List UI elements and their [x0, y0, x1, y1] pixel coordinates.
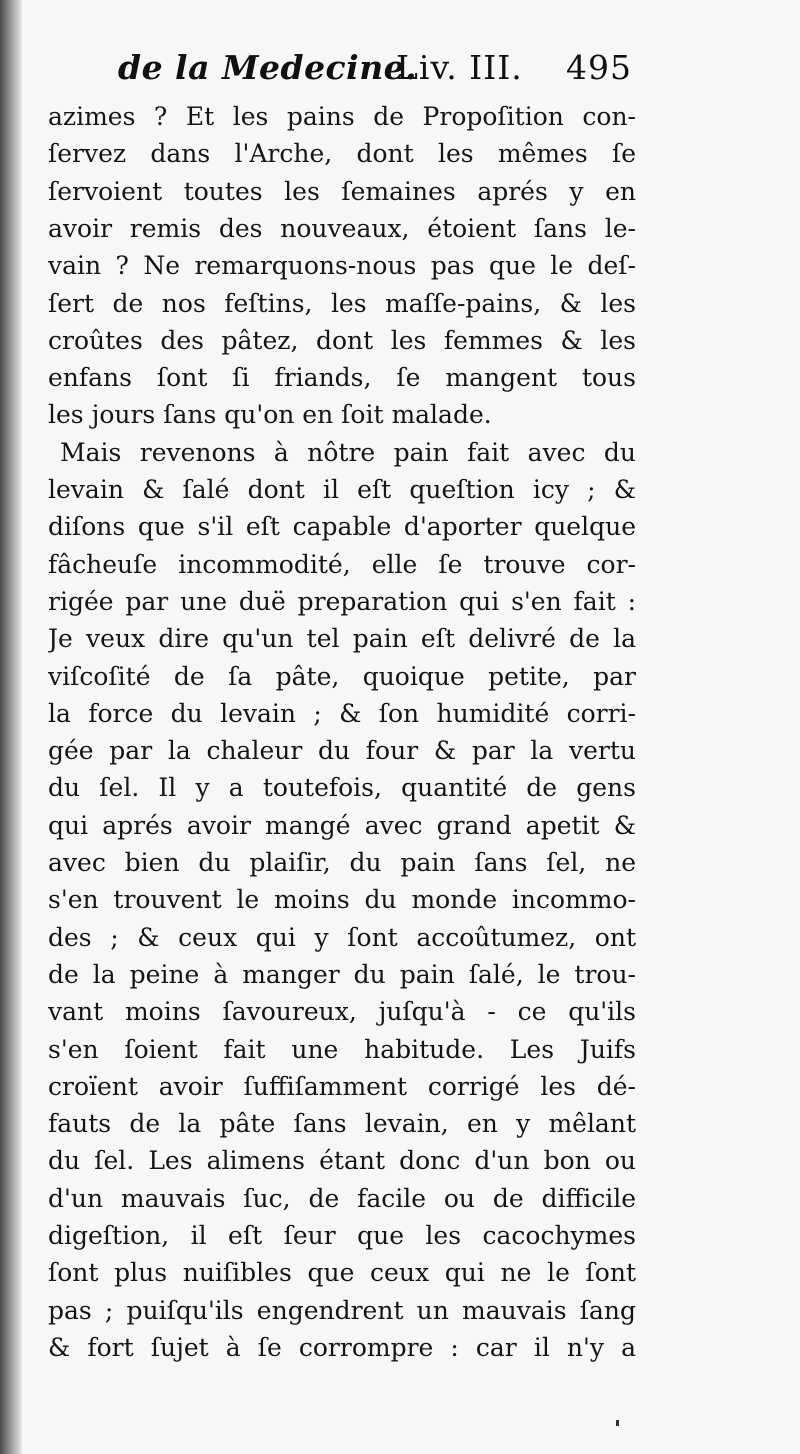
page-header [118, 40, 678, 100]
text-line: de la peine à manger du pain ſalé, le trou- [48, 959, 636, 989]
text-line: digeſtion, il eſt ſeur que les cacochymes [48, 1221, 636, 1250]
text-line: ſervoient toutes les ſemaines aprés y en [48, 176, 636, 206]
text-line: ſert de nos feſtins, les maſſe-pains, & les [48, 288, 636, 318]
text-line: s'en trouvent le moins du monde incommo- [48, 885, 636, 915]
text-line: viſcoſité de ſa pâte, quoique petite, par [48, 661, 636, 691]
text-line: fauts de la pâte ſans levain, en y mêlant [48, 1109, 636, 1139]
text-line: gée par la chaleur du four & par la vertu [48, 736, 636, 766]
text-line: croûtes des pâtez, dont les femmes & les [48, 325, 636, 355]
text-line: diſons que s'il eſt capable d'aporter quelque [48, 512, 636, 542]
running-title: de la Medecine. [118, 48, 418, 87]
text-line: les jours ſans qu'on en ſoit malade. [48, 400, 492, 430]
text-line: la force du levain ; & ſon humidité corri- [48, 698, 636, 728]
binding-gutter [0, 0, 22, 1454]
text-line: azimes ? Et les pains de Propoſition con- [48, 102, 636, 131]
text-line: qui aprés avoir mangé avec grand apetit & [48, 810, 636, 840]
text-line: s'en ſoient fait une habitude. Les Juifs [48, 1034, 636, 1064]
text-line: d'un mauvais ſuc, de facile ou de difficile [48, 1183, 636, 1213]
page-number: 495 [566, 48, 632, 87]
text-line: du ſel. Les alimens étant donc d'un bon ou [48, 1146, 636, 1176]
text-line: pas ; puiſqu'ils engendrent un mauvais ſang [48, 1295, 636, 1325]
text-line: fâcheuſe incommodité, elle ſe trouve cor- [48, 549, 636, 579]
text-line: du ſel. Il y a toutefois, quantité de gens [48, 773, 636, 803]
text-line: des ; & ceux qui y ſont accoûtumez, ont [48, 922, 636, 952]
text-line: vant moins ſavoureux, juſqu'à - ce qu'ils [48, 997, 636, 1027]
text-line: Mais revenons à nôtre pain fait avec du [60, 437, 636, 467]
text-line: avoir remis des nouveaux, étoient ſans le- [48, 213, 636, 243]
book-reference: Liv. III. [396, 48, 523, 87]
text-line: enfans ſont ſi friands, ſe mangent tous [48, 363, 636, 393]
text-line: levain & ſalé dont il eſt queſtion icy ; & [48, 475, 636, 504]
text-line: ſervez dans l'Arche, dont les mêmes ſe [48, 139, 636, 169]
ink-speck [616, 1420, 619, 1426]
text-line: & fort ſujet à ſe corrompre : car il n'y a [48, 1332, 636, 1362]
text-line: avec bien du plaiſir, du pain ſans ſel, ne [48, 848, 636, 877]
text-line: rigée par une duë preparation qui s'en fait : [48, 586, 636, 616]
text-line: ſont plus nuiſibles que ceux qui ne le ſont [48, 1258, 636, 1288]
text-line: croïent avoir ſuffiſamment corrigé les dé- [48, 1071, 636, 1101]
text-line: vain ? Ne remarquons-nous pas que le deſ- [48, 251, 636, 281]
text-line: Je veux dire qu'un tel pain eſt delivré de la [48, 624, 636, 654]
